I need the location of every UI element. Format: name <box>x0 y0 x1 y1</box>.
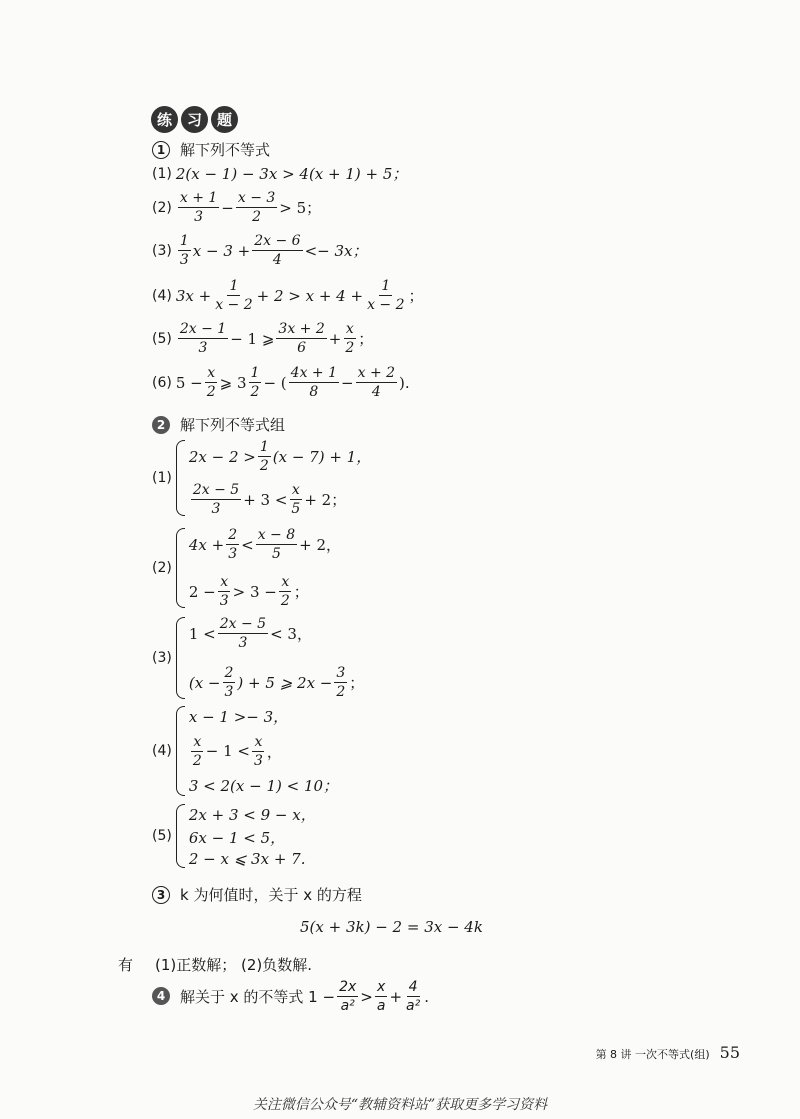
section-title: 第 8 讲 一次不等式(组) <box>595 1048 710 1061</box>
question-1-title: 1 解下列不等式 <box>152 139 270 160</box>
question-2-title: 2 解下列不等式组 <box>152 414 285 435</box>
question-3-title: 3 k 为何值时，关于 x 的方程 <box>152 884 362 905</box>
question-number: 2 <box>152 416 170 434</box>
brace <box>176 440 185 516</box>
question-4: 4 解关于 x 的不等式 1 − $\frac{2x}{\text{a²}}$ > $\frac{x}{a}$ + $\frac{4}{\text{a²}}$ . <box>152 980 429 1013</box>
watermark-text: 关注微信公众号“教辅资料站”获取更多学习资料 <box>252 1097 548 1113</box>
q2-system-1: (1) 2x − 2 > $\frac{1}{2}$ (x − 7) + 1， $\frac{2x - 5}{3}$ + 3 < $\frac{x}{5}$ + 2； <box>152 439 372 517</box>
header-char: 练 <box>151 106 178 133</box>
page-footer <box>596 1043 740 1062</box>
brace <box>176 706 185 796</box>
brace <box>176 804 185 868</box>
page-number: 55 <box>719 1043 740 1062</box>
q1-item-2: (2) $\frac{x + 1}{3}$ − $\frac{x - 3}{2}$ > 5； <box>152 190 322 225</box>
brace <box>176 528 185 608</box>
question-number: 4 <box>152 987 170 1005</box>
question-number: 3 <box>152 886 170 904</box>
q2-system-4: (4) x − 1 >− 3， $\frac{x}{2}$ − 1 < $\frac{x}{3}$ ， 3 < 2(x − 1) < 10； <box>152 708 339 795</box>
q1-item-4: (4) 3x + $\frac{1}{x - 2}$ + 2 > x + 4 + $\frac{1}{x - 2}$ ； <box>152 278 424 313</box>
q2-system-3: (3) 1 < $\frac{2x - 5}{3}$ < 3， (x − $\frac{2}{3}$ ) + 5 ⩾ 2x − $\frac{3}{2}$ ； <box>152 616 365 700</box>
header-char: 习 <box>181 106 208 133</box>
brace <box>176 617 185 699</box>
question-number: 1 <box>152 141 170 159</box>
q3-conditions: 有 (1)正数解； (2)负数解. <box>118 956 313 974</box>
exercise-header <box>151 106 238 133</box>
q1-item-6: (6) 5 − $\frac{x}{2}$ ⩾ 3 $\frac{1}{2}$ − ( $\frac{4x + 1}{8}$ − $\frac{x + 2}{4}$ ). <box>152 365 410 400</box>
q1-item-1: (1) 2(x − 1) − 3x > 4(x + 1) + 5； <box>152 165 408 183</box>
q2-system-5: (5) 2x + 3 < 9 − x， 6x − 1 < 5， 2 − x ⩽ 3x + 7. <box>152 806 316 868</box>
header-char: 题 <box>211 106 238 133</box>
q1-item-5: (5) $\frac{2x - 1}{3}$ − 1 ⩾ $\frac{3x + 2}{6}$ + $\frac{x}{2}$ ； <box>152 321 374 356</box>
q2-system-2: (2) 4x + $\frac{2}{3}$ < $\frac{x - 8}{5}$ + 2， 2 − $\frac{x}{3}$ > 3 − $\frac{x}{2}$ ； <box>152 527 342 609</box>
q3-equation: 5(x + 3k) − 2 = 3x − 4k <box>300 918 483 936</box>
q1-item-3: (3) $\frac{1}{3}$ x − 3 + $\frac{2x - 6}{4}$ <− 3x； <box>152 233 368 268</box>
